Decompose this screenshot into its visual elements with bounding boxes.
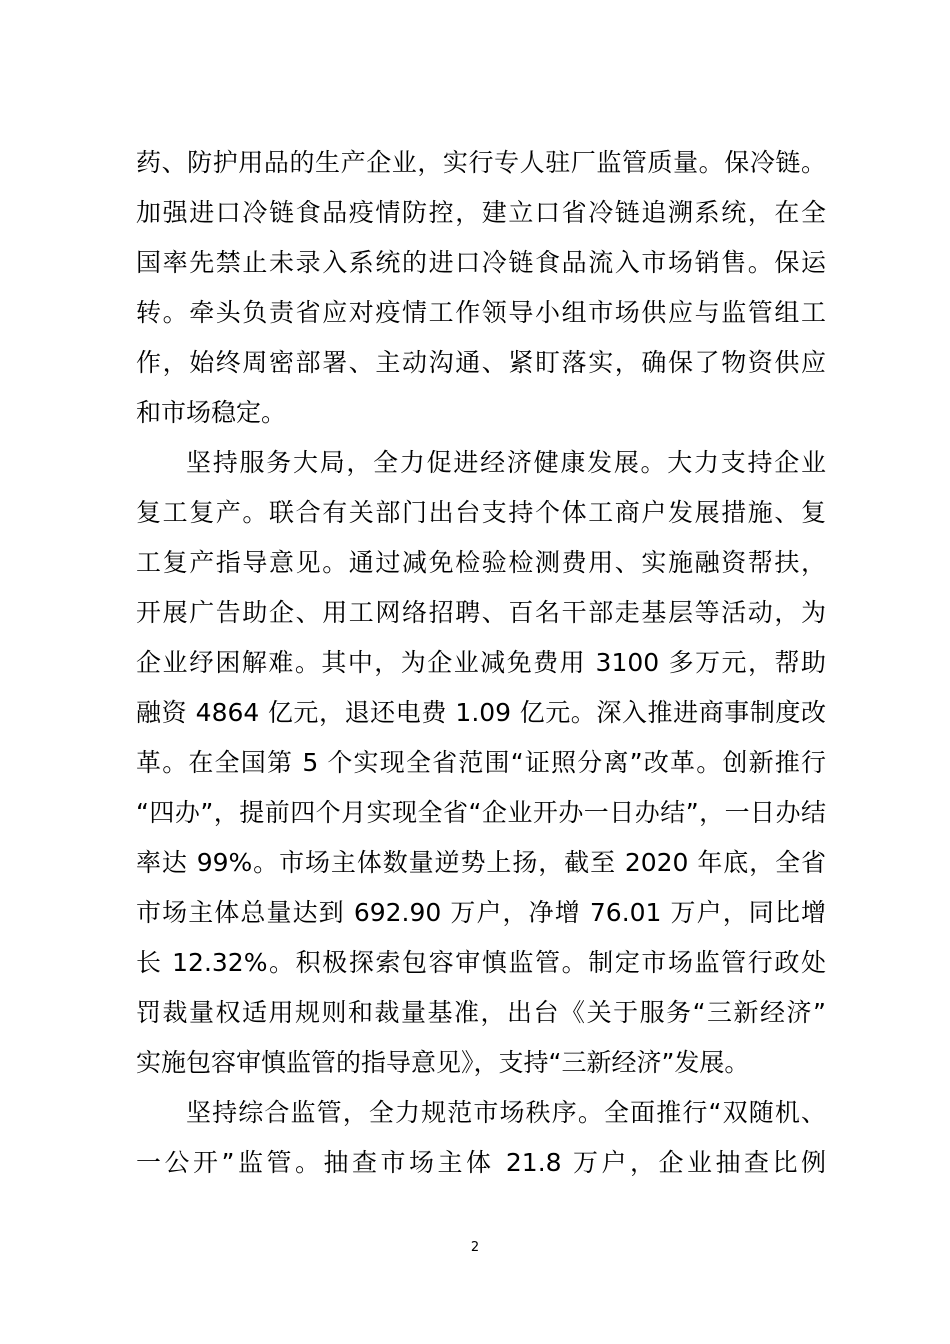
body-text <box>136 138 826 1188</box>
text-line: 作，始终周密部署、主动沟通、紧盯落实，确保了物资供应 <box>136 348 826 377</box>
text-line: 率达 99%。市场主体数量逆势上扬，截至 2020 年底，全省 <box>136 848 826 877</box>
text-line: 国率先禁止未录入系统的进口冷链食品流入市场销售。保运 <box>136 248 826 277</box>
text-line: 实施包容审慎监管的指导意见》，支持“三新经济”发展。 <box>136 1048 750 1077</box>
text-line: 开展广告助企、用工网络招聘、百名干部走基层等活动，为 <box>136 598 826 627</box>
text-line: 工复产指导意见。通过减免检验检测费用、实施融资帮扶， <box>136 548 826 577</box>
text-line: 企业纾困解难。其中，为企业减免费用 3100 多万元，帮助 <box>136 648 826 677</box>
text-line: 一公开”监管。抽查市场主体 21.8 万户，企业抽查比例 <box>136 1148 826 1177</box>
text-line: 融资 4864 亿元，退还电费 1.09 亿元。深入推进商事制度改 <box>136 698 826 727</box>
text-line: 药、防护用品的生产企业，实行专人驻厂监管质量。保冷链。 <box>136 148 826 177</box>
text-line: 加强进口冷链食品疫情防控，建立口省冷链追溯系统，在全 <box>136 198 826 227</box>
text-line: 转。牵头负责省应对疫情工作领导小组市场供应与监管组工 <box>136 298 826 327</box>
text-line: 和市场稳定。 <box>136 398 287 427</box>
page-number: 2 <box>470 1240 480 1255</box>
text-line: 革。在全国第 5 个实现全省范围“证照分离”改革。创新推行 <box>136 748 826 777</box>
text-line: 市场主体总量达到 692.90 万户，净增 76.01 万户，同比增 <box>136 898 826 927</box>
text-line: 长 12.32%。积极探索包容审慎监管。制定市场监管行政处 <box>136 948 826 977</box>
text-line: 罚裁量权适用规则和裁量基准，出台《关于服务“三新经济” <box>136 998 826 1027</box>
paragraph-first-line: 坚持服务大局，全力促进经济健康发展。大力支持企业 <box>186 448 826 477</box>
text-line: “四办”，提前四个月实现全省“企业开办一日办结”，一日办结 <box>136 798 826 827</box>
text-line: 复工复产。联合有关部门出台支持个体工商户发展措施、复 <box>136 498 826 527</box>
paragraph-first-line: 坚持综合监管，全力规范市场秩序。全面推行“双随机、 <box>186 1098 826 1127</box>
